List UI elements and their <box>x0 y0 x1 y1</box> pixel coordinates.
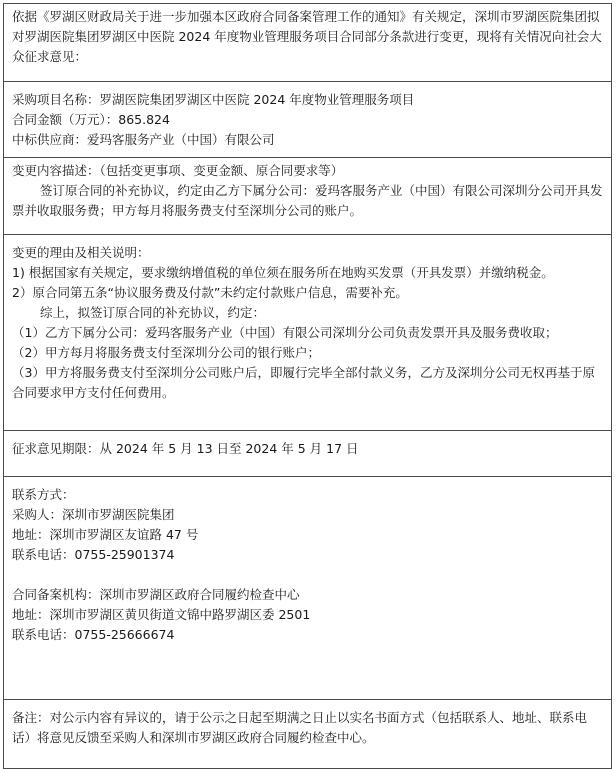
remark-row <box>4 700 612 769</box>
notice-table <box>3 3 612 769</box>
agreement-term-3: （3）甲方将服务费支付至深圳分公司账户后，即履行完毕全部付款义务，乙方及深圳分公司无权再基于原合同要求甲方支付任何费用。 <box>12 365 595 400</box>
contact-row <box>4 477 612 700</box>
winning-supplier: 中标供应商：爱玛客服务产业（中国）有限公司 <box>12 132 275 147</box>
comment-deadline: 征求意见期限：从 2024 年 5 月 13 日至 2024 年 5 月 17 日 <box>12 441 359 456</box>
intro-text: 依据《罗湖区财政局关于进一步加强本区政府合同备案管理工作的通知》有关规定，深圳市罗湖医院集团拟对罗湖医院集团罗湖区中医院 2024 年度物业管理服务项目合同部分条款进行变更，现将有关情况向社会大众征求意见： <box>12 9 602 64</box>
intro-row <box>4 4 612 82</box>
contact-heading: 联系方式： <box>12 487 75 502</box>
intro-cell <box>4 4 612 82</box>
remark-text: 备注：对公示内容有异议的，请于公示之日起至期满之日止以实名书面方式（包括联系人、地址、联系电话）将意见反馈至采购人和深圳市罗湖区政府合同履约检查中心。 <box>12 710 588 745</box>
purchaser-name: 采购人：深圳市罗湖医院集团 <box>12 507 175 522</box>
project-cell <box>4 82 612 158</box>
reason-cell <box>4 235 612 431</box>
reason-item-1: 1) 根据国家有关规定，要求缴纳增值税的单位须在服务所在地购买发票（开具发票）并缴纳税金。 <box>12 265 554 280</box>
agency-phone: 联系电话：0755-25666674 <box>12 627 175 642</box>
reason-summary: 综上，拟签订原合同的补充协议，约定： <box>40 305 266 320</box>
contact-cell <box>4 477 612 700</box>
project-name: 采购项目名称：罗湖医院集团罗湖区中医院 2024 年度物业管理服务项目 <box>12 92 415 107</box>
reason-item-2: 2）原合同第五条“协议服务费及付款”未约定付款账户信息，需要补充。 <box>12 285 408 300</box>
deadline-row <box>4 431 612 477</box>
agency-name: 合同备案机构：深圳市罗湖区政府合同履约检查中心 <box>12 587 300 602</box>
purchaser-address: 地址：深圳市罗湖区友谊路 47 号 <box>12 527 199 542</box>
change-row <box>4 158 612 235</box>
contract-amount: 合同金额（万元）：865.824 <box>12 112 170 127</box>
agreement-term-2: （2）甲方每月将服务费支付至深圳分公司的银行账户； <box>12 345 320 360</box>
reason-heading: 变更的理由及相关说明： <box>12 245 150 260</box>
reason-row <box>4 235 612 431</box>
change-body: 签订原合同的补充协议，约定由乙方下属分公司：爱玛客服务产业（中国）有限公司深圳分公司开具发票并收取服务费；甲方每月将服务费支付至深圳分公司的账户。 <box>12 183 603 218</box>
change-heading: 变更内容描述：（包括变更事项、变更金额、原合同要求等） <box>12 163 344 178</box>
purchaser-phone: 联系电话：0755-25901374 <box>12 547 175 562</box>
contact-spacer <box>12 565 605 585</box>
agency-address: 地址：深圳市罗湖区黄贝街道文锦中路罗湖区委 2501 <box>12 607 311 622</box>
remark-cell <box>4 700 612 769</box>
change-cell <box>4 158 612 235</box>
deadline-cell <box>4 431 612 477</box>
project-row <box>4 82 612 158</box>
agreement-term-1: （1）乙方下属分公司：爱玛客服务产业（中国）有限公司深圳分公司负责发票开具及服务费收取； <box>12 325 558 340</box>
